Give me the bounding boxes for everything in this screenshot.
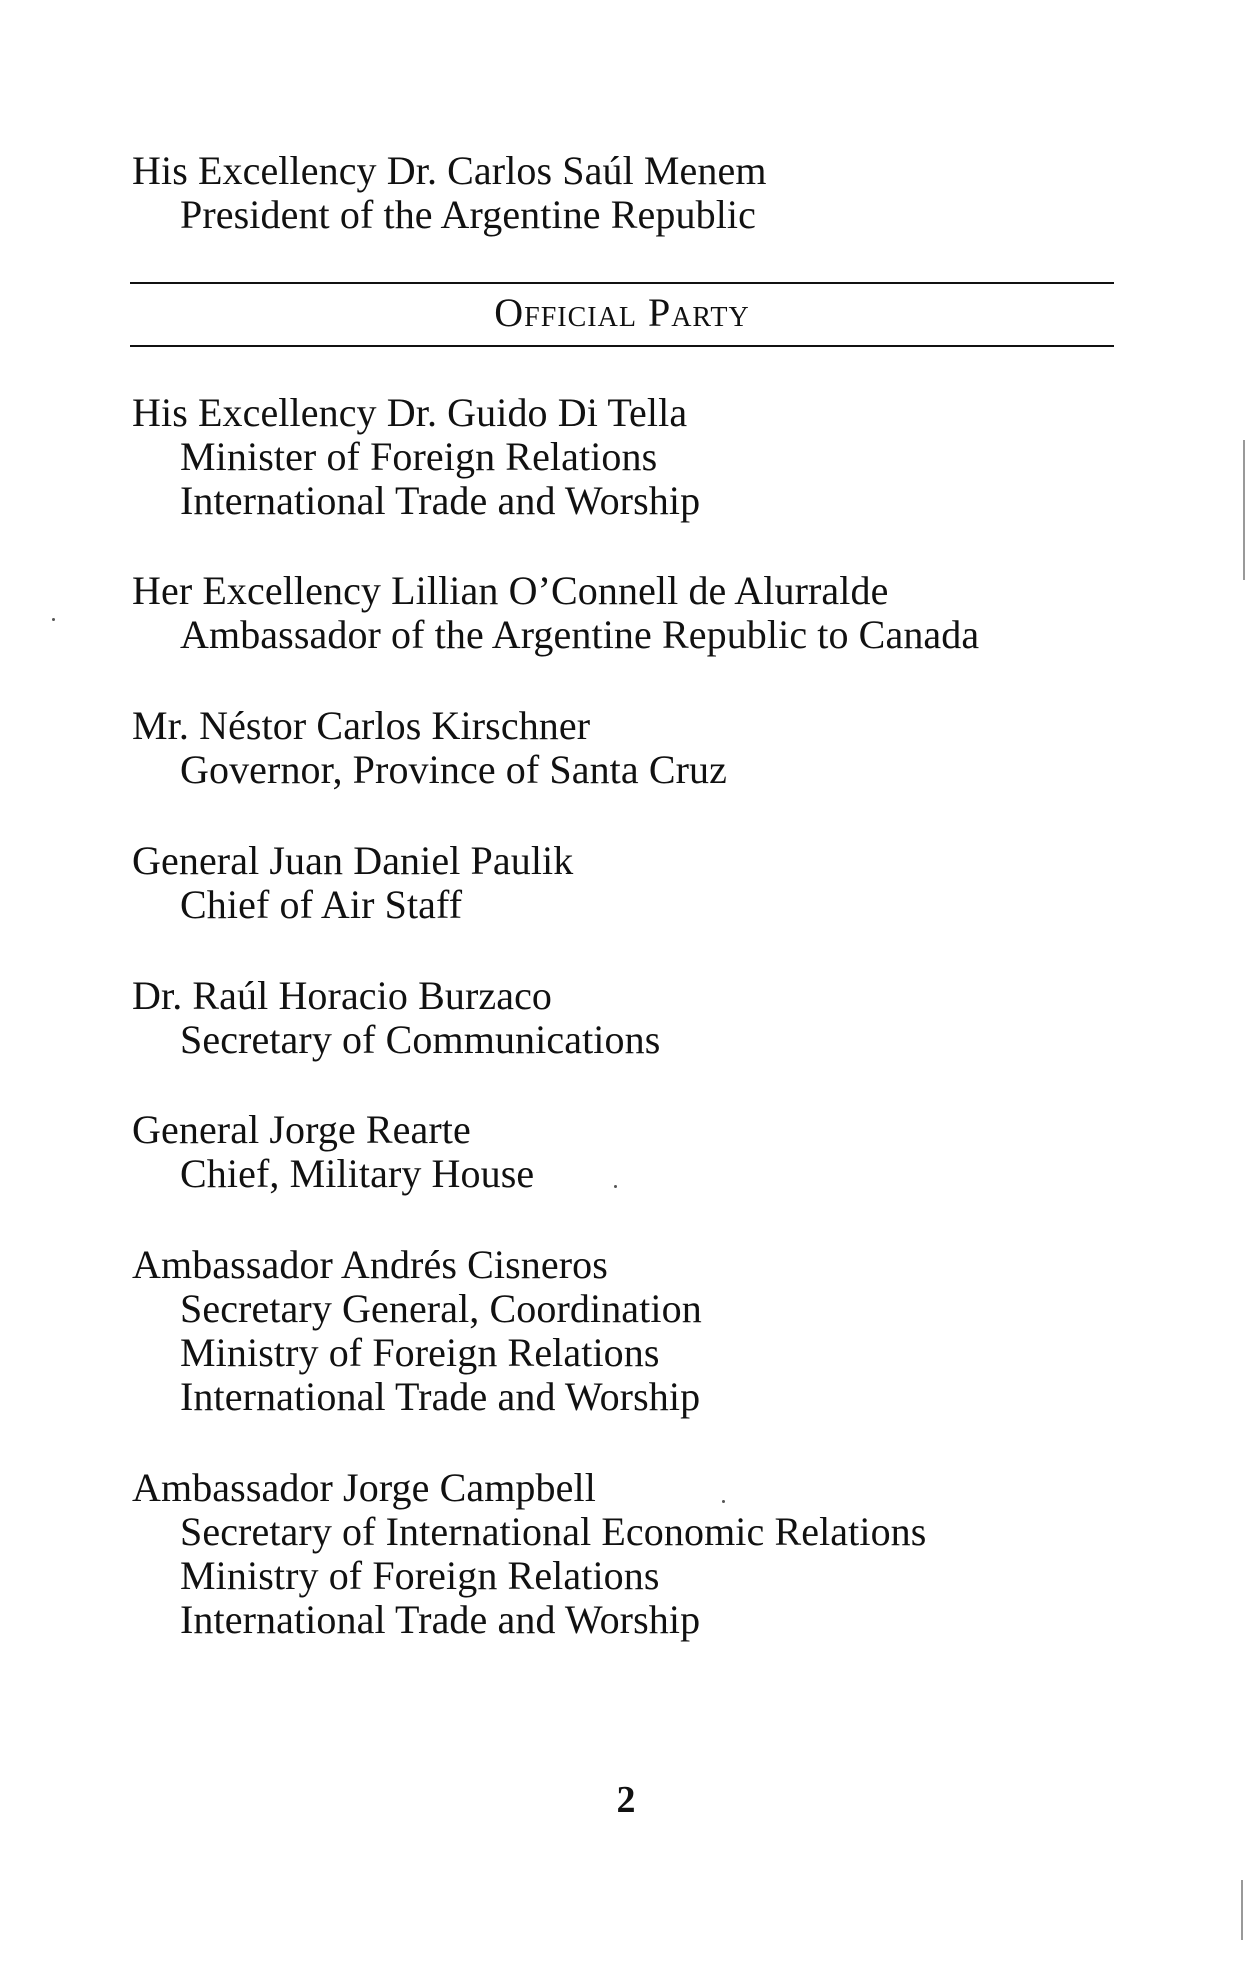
party-member-title: Ambassador of the Argentine Republic to Canada xyxy=(180,612,980,657)
heading-top-rule xyxy=(130,282,1114,284)
page-number: 2 xyxy=(616,1779,636,1821)
party-member-title: Ministry of Foreign Relations xyxy=(180,1553,660,1598)
party-member-title: International Trade and Worship xyxy=(180,478,701,523)
party-member-title: Governor, Province of Santa Cruz xyxy=(180,747,728,792)
party-member-name: Dr. Raúl Horacio Burzaco xyxy=(132,973,553,1018)
section-heading: Official Party xyxy=(494,290,750,335)
scan-speck xyxy=(722,1500,725,1503)
party-member-title: Secretary of International Economic Relations xyxy=(180,1509,927,1554)
president-title: President of the Argentine Republic xyxy=(180,192,756,237)
party-member-name: General Jorge Rearte xyxy=(132,1107,471,1152)
scan-edge-mark xyxy=(1243,440,1245,580)
president-name: His Excellency Dr. Carlos Saúl Menem xyxy=(132,148,767,193)
party-member-name: Ambassador Andrés Cisneros xyxy=(132,1242,608,1287)
scan-speck xyxy=(614,1185,617,1188)
heading-bottom-rule xyxy=(130,345,1114,347)
scan-speck xyxy=(52,618,55,621)
party-member-title: Chief, Military House xyxy=(180,1151,535,1196)
party-member-name: General Juan Daniel Paulik xyxy=(132,838,574,883)
party-member-name: His Excellency Dr. Guido Di Tella xyxy=(132,390,688,435)
party-member-title: International Trade and Worship xyxy=(180,1597,701,1642)
party-member-name: Her Excellency Lillian O’Connell de Alurralde xyxy=(132,568,889,613)
party-member-title: Minister of Foreign Relations xyxy=(180,434,658,479)
party-member-title: Chief of Air Staff xyxy=(180,882,463,927)
party-member-name: Ambassador Jorge Campbell xyxy=(132,1465,596,1510)
party-member-title: International Trade and Worship xyxy=(180,1374,701,1419)
scan-edge-mark xyxy=(1241,1880,1243,1940)
party-member-name: Mr. Néstor Carlos Kirschner xyxy=(132,703,591,748)
party-member-title: Ministry of Foreign Relations xyxy=(180,1330,660,1375)
party-member-title: Secretary of Communications xyxy=(180,1017,661,1062)
party-member-title: Secretary General, Coordination xyxy=(180,1286,702,1331)
